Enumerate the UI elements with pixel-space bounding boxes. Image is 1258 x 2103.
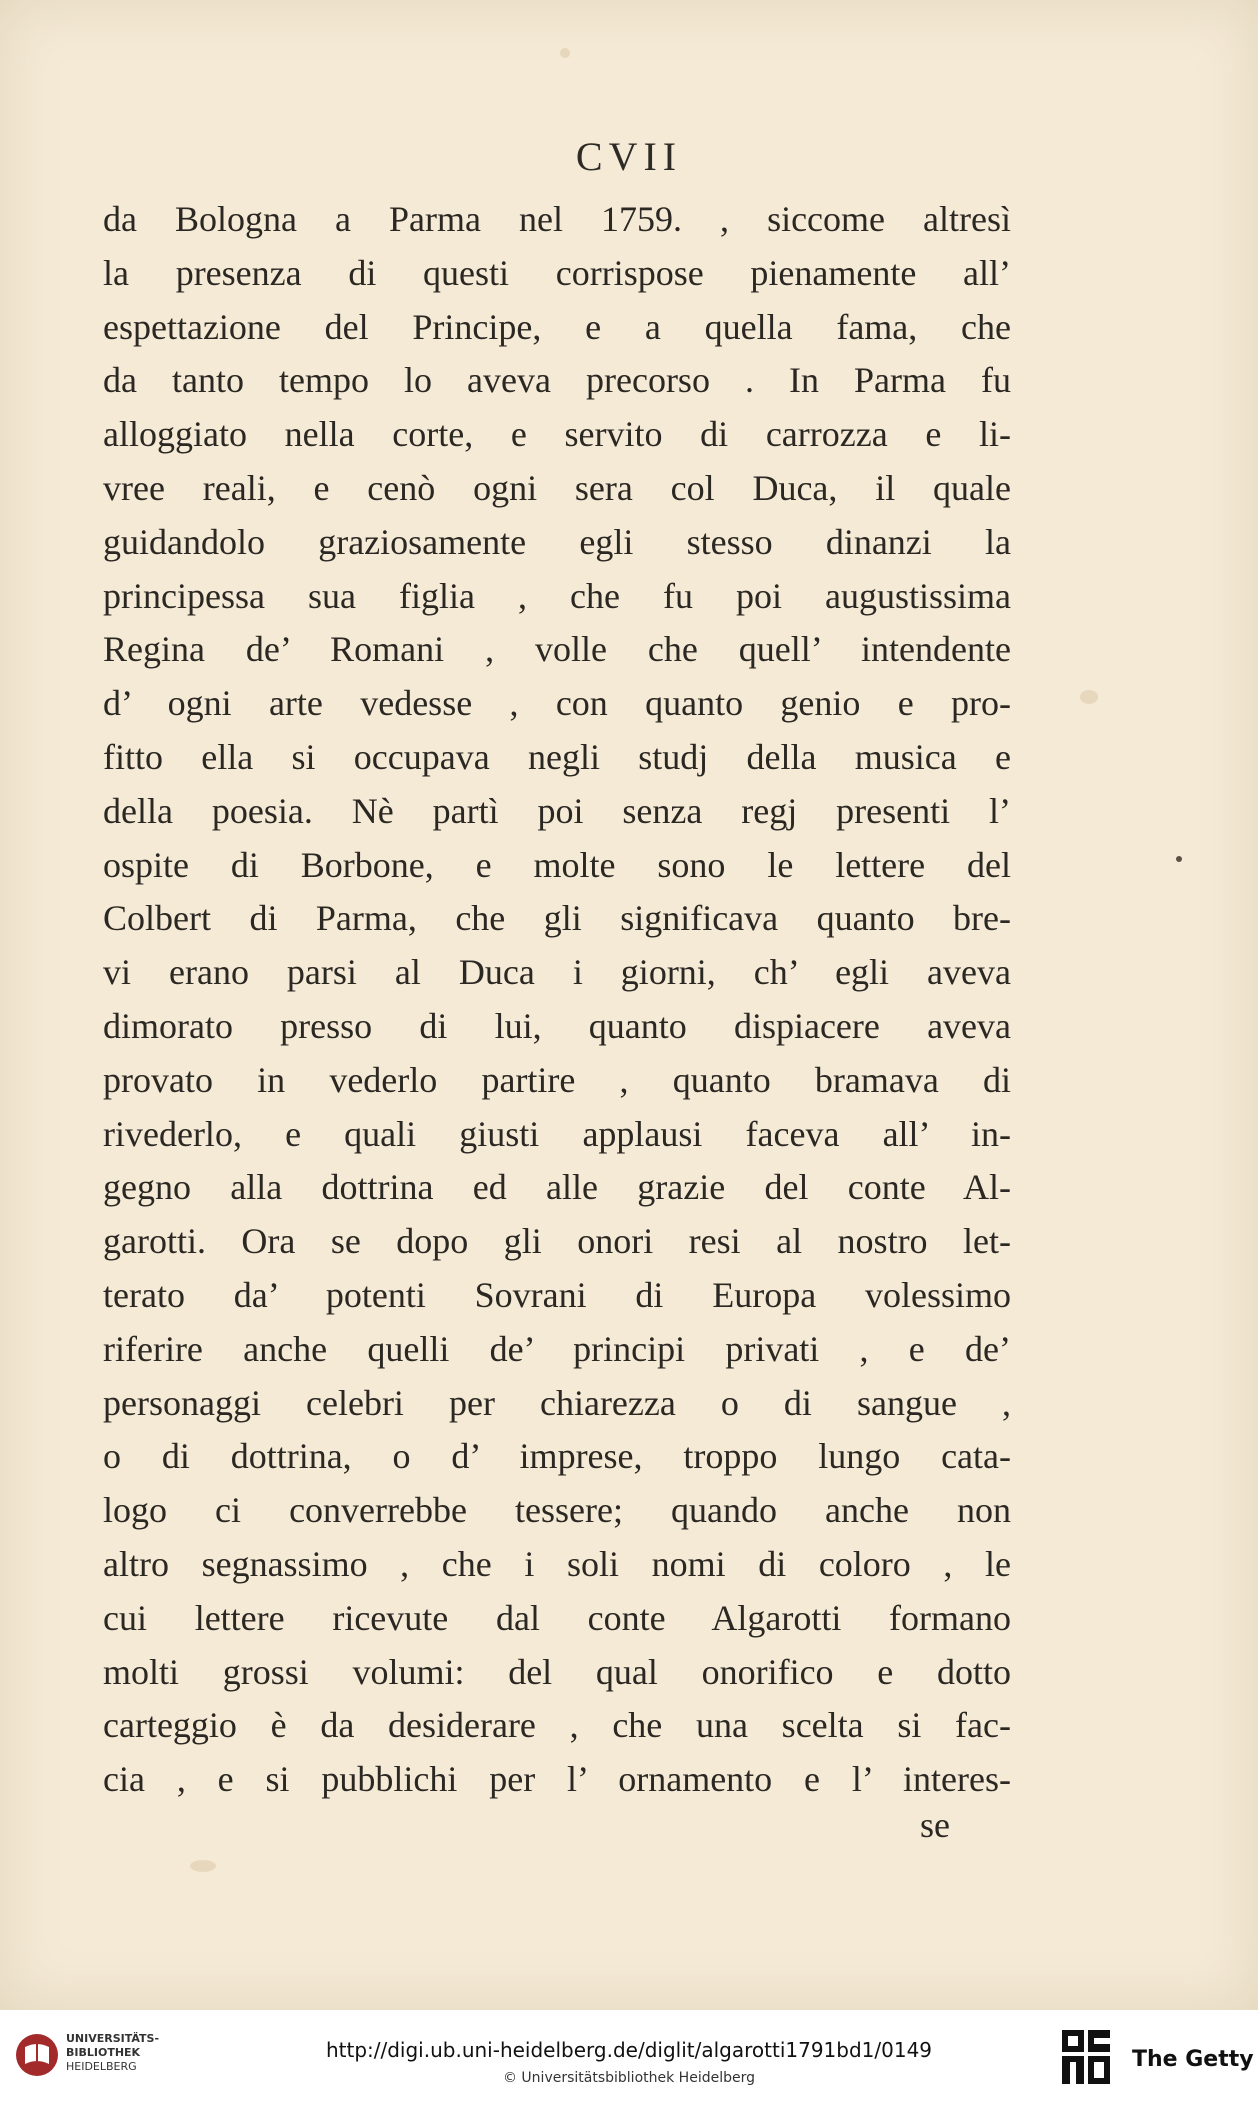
text-line: logo ci converrebbe tessere; quando anche non: [103, 1490, 1011, 1531]
text-line: rivederlo, e quali giusti applausi faceva all’ in-: [103, 1113, 1011, 1154]
text-line: la presenza di questi corrispose pienamente all’: [103, 252, 1011, 293]
running-head: CVII: [575, 134, 683, 179]
partner-name: The Getty: [1132, 2047, 1254, 2072]
copyright-notice: © Universitätsbibliothek Heidelberg: [502, 2070, 755, 2086]
library-name-line: UNIVERSITÄTS-: [66, 2032, 160, 2045]
text-line: dimorato presso di lui, quanto dispiacere aveva: [103, 1005, 1011, 1046]
text-line: ospite di Borbone, e molte sono le lettere del: [103, 844, 1011, 885]
text-line: o di dottrina, o d’ imprese, troppo lungo cata-: [103, 1436, 1011, 1477]
body-text: [103, 193, 1011, 1807]
paper-stain: [560, 48, 570, 58]
text-line: altro segnassimo , che i soli nomi di coloro , le: [103, 1543, 1011, 1584]
text-line: personaggi celebri per chiarezza o di sangue ,: [103, 1382, 1011, 1423]
catchword: se: [920, 1805, 950, 1845]
text-line: molti grossi volumi: del qual onorifico e dotto: [103, 1651, 1011, 1692]
viewer-footer: [0, 2010, 1258, 2103]
text-line: Colbert di Parma, che gli significava quanto bre-: [103, 898, 1011, 939]
paper-stain: [190, 1860, 216, 1872]
text-line: terato da’ potenti Sovrani di Europa volessimo: [103, 1274, 1011, 1315]
text-line: garotti. Ora se dopo gli onori resi al nostro let-: [103, 1221, 1011, 1262]
text-line: fitto ella si occupava negli studj della musica e: [103, 736, 1011, 777]
ink-speck: [1176, 856, 1182, 862]
text-line: guidandolo graziosamente egli stesso dinanzi la: [103, 521, 1011, 562]
text-line: gegno alla dottrina ed alle grazie del conte Al-: [103, 1167, 1011, 1208]
text-line: della poesia. Nè partì poi senza regj presenti l’: [103, 790, 1011, 831]
text-line: espettazione del Principe, e a quella fama, che: [103, 306, 1011, 347]
text-line: principessa sua figlia , che fu poi augustissima: [103, 575, 1011, 616]
getty-logo-icon: [1060, 2028, 1112, 2086]
text-line: vi erano parsi al Duca i giorni, ch’ egli aveva: [103, 952, 1011, 993]
text-line: vree reali, e cenò ogni sera col Duca, il quale: [103, 467, 1011, 508]
library-name-line: HEIDELBERG: [66, 2060, 137, 2073]
text-line: alloggiato nella corte, e servito di carrozza e li-: [103, 414, 1011, 455]
text-line: da tanto tempo lo aveva precorso . In Parma fu: [103, 360, 1011, 401]
text-line: Regina de’ Romani , volle che quell’ intendente: [103, 629, 1011, 670]
text-line: cia , e si pubblichi per l’ ornamento e l’ interes-: [103, 1759, 1011, 1800]
text-line: cui lettere ricevute dal conte Algarotti formano: [103, 1597, 1011, 1638]
text-line: d’ ogni arte vedesse , con quanto genio e pro-: [103, 683, 1011, 724]
library-name-line: BIBLIOTHEK: [66, 2046, 141, 2059]
text-line: riferire anche quelli de’ principi privati , e de’: [103, 1328, 1011, 1369]
paper-stain: [1080, 690, 1098, 704]
text-line: carteggio è da desiderare , che una scelta si fac-: [103, 1705, 1011, 1746]
text-line: provato in vederlo partire , quanto bramava di: [103, 1059, 1011, 1100]
permalink-url[interactable]: http://digi.ub.uni-heidelberg.de/diglit/algarotti1791bd1/0149: [325, 2038, 933, 2062]
text-line: da Bologna a Parma nel 1759. , siccome altresì: [103, 199, 1011, 239]
